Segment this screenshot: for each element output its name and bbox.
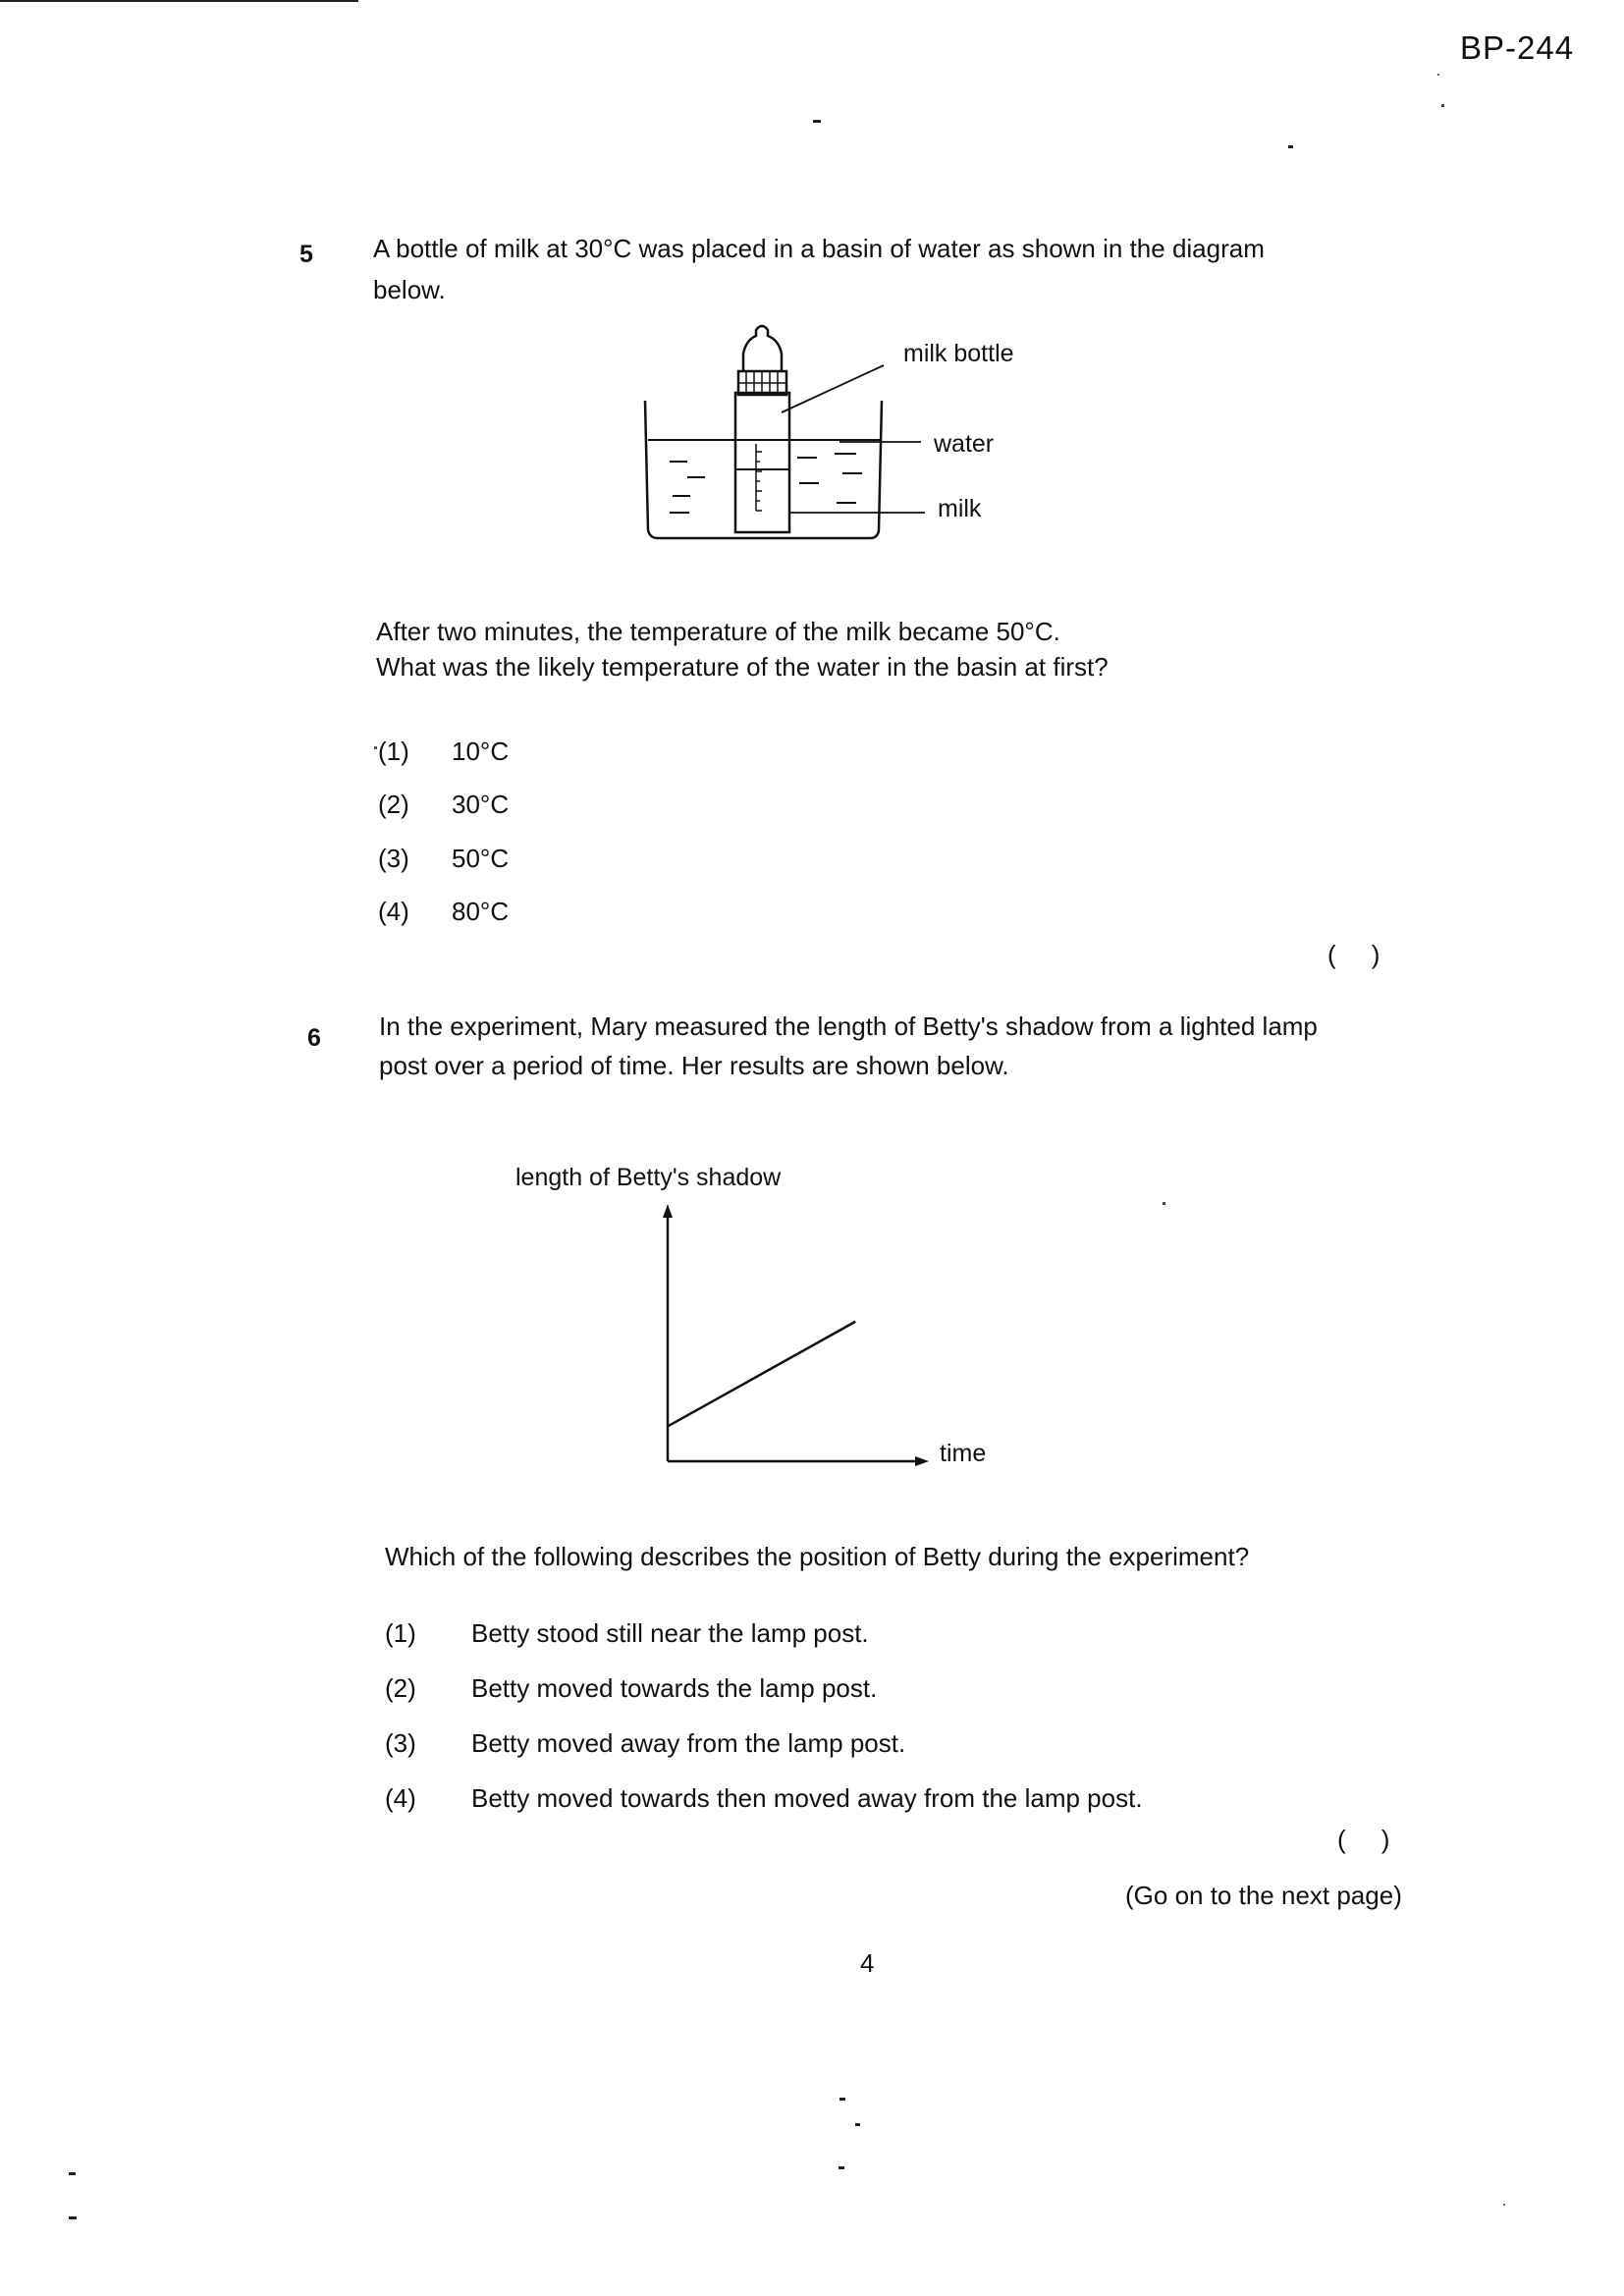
option-text: 50°C: [452, 844, 510, 873]
option-text: Betty moved towards then moved away from the lamp post.: [471, 1783, 1143, 1813]
x-axis-label: time: [940, 1440, 987, 1467]
option-number: (2): [378, 790, 409, 819]
question-stem: In the experiment, Mary measured the length of Betty's shadow from a lighted lamp: [379, 1011, 1318, 1041]
scan-dot: [839, 2098, 845, 2101]
x-axis-arrow: [915, 1456, 929, 1466]
label-water: water: [934, 430, 995, 458]
question-stem-cont: below.: [373, 275, 446, 304]
scan-dot: [1437, 74, 1439, 76]
option-number: (1): [385, 1618, 416, 1648]
option-text: 30°C: [452, 790, 510, 819]
label-milk: milk: [938, 495, 982, 522]
answer-bracket[interactable]: ( ): [1337, 1825, 1390, 1854]
option-text: Betty stood still near the lamp post.: [471, 1618, 869, 1648]
scan-dot: [374, 746, 377, 749]
scan-dot: [69, 2172, 76, 2175]
option-number: (4): [378, 897, 409, 926]
scan-dot: [1163, 1202, 1165, 1205]
bottle-teat: [743, 326, 782, 371]
question-number: 6: [307, 1024, 321, 1052]
series-line: [668, 1322, 855, 1427]
bottle-cap: [738, 371, 786, 395]
scan-dot: [813, 120, 821, 123]
question-stem-cont: post over a period of time. Her results are shown below.: [379, 1051, 1009, 1080]
top-rule: [0, 0, 358, 2]
option-text: 10°C: [452, 737, 510, 766]
question-prompt: What was the likely temperature of the water in the basin at first?: [376, 652, 1109, 682]
question-number: 5: [299, 241, 313, 268]
option-number: (2): [385, 1673, 416, 1703]
option-number: (3): [378, 844, 409, 873]
scan-dot: [1441, 104, 1444, 107]
scan-dot: [69, 2216, 77, 2219]
scan-dot: [1503, 2204, 1505, 2206]
bottle-body: [735, 393, 789, 532]
page-number: 4: [860, 1948, 875, 1978]
option-text: Betty moved towards the lamp post.: [471, 1673, 878, 1703]
option-number: (4): [385, 1783, 416, 1813]
question-prompt: Which of the following describes the position of Betty during the experiment?: [385, 1542, 1250, 1571]
option-number: (1): [378, 737, 409, 766]
question-followup: After two minutes, the temperature of the milk became 50°C.: [376, 617, 1060, 646]
scan-dot: [839, 2166, 844, 2169]
answer-bracket[interactable]: ( ): [1327, 940, 1380, 969]
option-number: (3): [385, 1728, 416, 1758]
question-stem: A bottle of milk at 30°C was placed in a basin of water as shown in the diagram: [373, 234, 1265, 263]
y-axis-arrow: [663, 1204, 673, 1218]
next-page-note: (Go on to the next page): [1125, 1881, 1402, 1910]
scan-dot: [1288, 145, 1293, 148]
label-milk-bottle: milk bottle: [903, 340, 1014, 367]
option-text: 80°C: [452, 897, 510, 926]
option-text: Betty moved away from the lamp post.: [471, 1728, 906, 1758]
basin-outline: [645, 401, 882, 538]
y-axis-label: length of Betty's shadow: [515, 1164, 782, 1191]
paper-code: BP-244: [1460, 29, 1575, 66]
scan-dot: [855, 2123, 860, 2126]
